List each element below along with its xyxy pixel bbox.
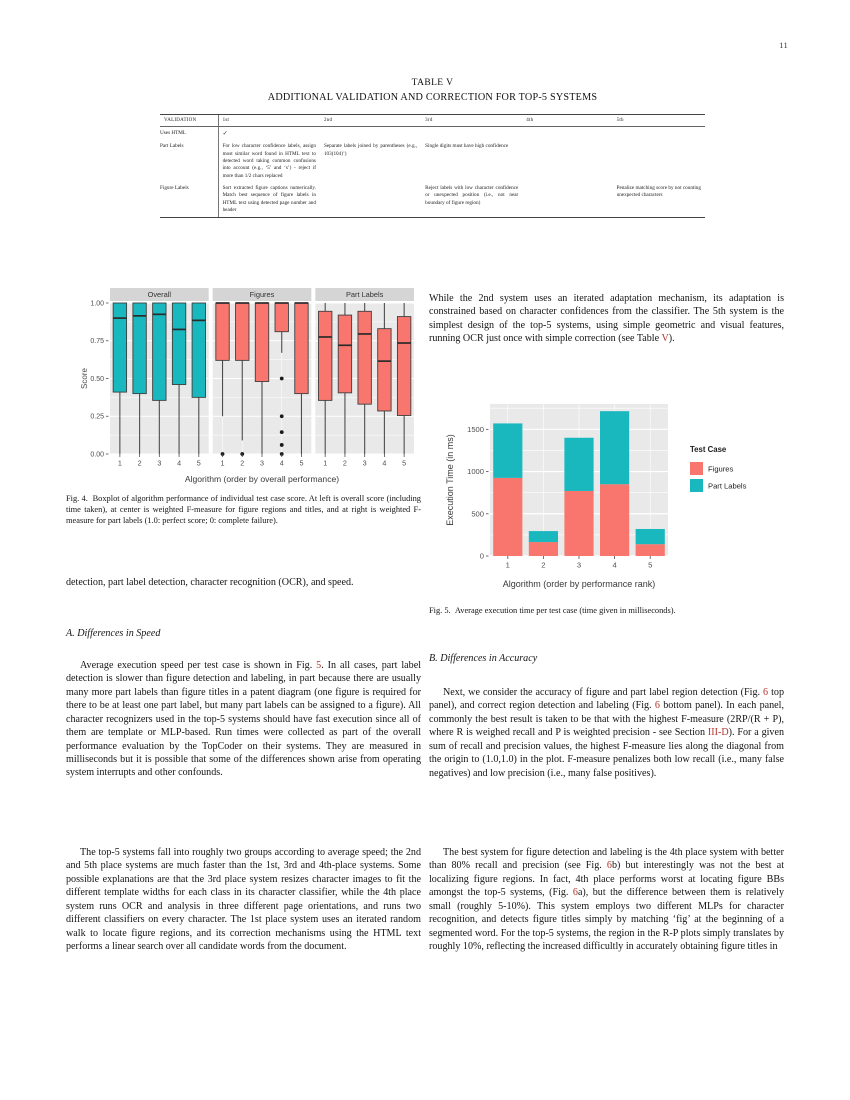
cell-part-labels-1st: For low character confidence labels, assign most similar word found in HTML text to detected word taking common confusions into account (e.g., ‘5’ and ‘s’) - reject if more than 1/2 chars replaced — [218, 141, 320, 183]
row-label-uses-html: Uses HTML — [160, 129, 187, 136]
boxplot-svg — [78, 286, 418, 488]
left-column-para-3 — [66, 846, 421, 953]
x-tick-label: 2 — [541, 560, 546, 570]
para-best-system — [429, 846, 784, 953]
row-label-part-labels: Part Labels — [160, 143, 184, 150]
box — [255, 303, 268, 382]
x-tick-label: 3 — [362, 458, 367, 468]
fig5-caption-label: Fig. 5. — [429, 606, 451, 615]
table-row — [160, 127, 705, 141]
y-tick-label: 0.50 — [90, 375, 104, 383]
cell-part-labels-2nd: Separate labels joined by parentheses (e.g., 103(104)’) — [323, 143, 418, 157]
heading-differences-in-accuracy: B. Differences in Accuracy — [429, 653, 538, 664]
table-header-row — [160, 114, 705, 127]
bar-segment-figures — [636, 544, 665, 556]
p2b: top panel), and correct region detection and labeling (Fig. — [429, 687, 785, 712]
x-axis-title: Algorithm (order by overall performance) — [184, 474, 340, 484]
figure-4-boxplot — [78, 286, 418, 488]
cell-part-labels-3rd: Single digits must have high confidence — [425, 143, 509, 150]
box — [295, 303, 308, 394]
x-tick-label: 5 — [299, 458, 304, 468]
p3c: a), but the difference between them is relatively small (roughly 5-10%). This system employs two different MLPs for character recognition, and detects figure titles simply by matching ‘fig’ at the beginning of a segmented word. For the top-5 systems, the region in the R-P plots simply translates by roughly 10%, reflecting the increased difficultly in accurately obtaining figure titles in — [429, 887, 784, 952]
right-column-para-2 — [429, 686, 784, 780]
bar-segment-figures — [529, 542, 558, 556]
bar-segment-part-labels — [600, 411, 629, 484]
x-tick-label: 4 — [177, 458, 182, 468]
facet-panel — [110, 288, 209, 468]
x-tick-label: 3 — [157, 458, 162, 468]
p2a: Next, we consider the accuracy of figure and part label region detection (Fig. — [443, 687, 764, 698]
outlier-point — [280, 430, 284, 434]
x-tick-label: 1 — [323, 458, 328, 468]
y-axis-title: Score — [80, 368, 89, 389]
box — [318, 311, 331, 400]
facet-strip-label: Overall — [147, 290, 172, 300]
para-detection-speed: detection, part label detection, character recognition (OCR), and speed. — [66, 577, 354, 588]
fig-6a-reference[interactable]: 6 — [572, 887, 578, 899]
cell-figure-labels-5th: Penalize matching score by not counting unexpected characters — [613, 183, 705, 218]
fig-6-reference-top[interactable]: 6 — [763, 687, 769, 698]
section-b-heading — [429, 652, 784, 665]
cell-part-labels-4th — [522, 141, 612, 183]
table-header-3rd: 3rd — [421, 114, 522, 127]
fig-6-reference-bottom[interactable]: 6 — [654, 700, 660, 712]
legend-swatch — [690, 462, 703, 475]
x-tick-label: 1 — [505, 560, 510, 570]
p2c: bottom panel). In each panel, commonly the best result is taken to be that with the highest F-measure (2RP/(R + P), where R is weighed recall and P is weighted precision - see Section — [429, 700, 784, 739]
facet-strip-label: Figures — [249, 290, 275, 300]
figure-4-caption — [66, 494, 421, 526]
p3b: b) but interestingly was not the best at localizing figure regions. In fact, 4th place performs worst at locating figure BBs amongst the top-5 systems, (Fig. — [429, 860, 784, 899]
box — [192, 303, 205, 397]
table-v-block — [160, 76, 705, 218]
fig4-caption-text: Boxplot of algorithm performance of individual test case score. At left is overall score (including time taken), at center is weighted F-measure for figure regions and titles, and at right is weighted F-measure for part labels (1.0: perfect score; 0: complete failure). — [66, 494, 421, 525]
table-header-2nd: 2nd — [320, 114, 421, 127]
para-average-execution-speed — [66, 659, 421, 780]
box — [153, 303, 166, 400]
table-caption — [160, 76, 705, 106]
figure-5-caption — [429, 606, 784, 617]
legend-title: Test Case — [690, 445, 727, 454]
p2d: ). For a given sum of recall and precision values, the highest F-measure lies along the diagonal from the origin to (1.0,1.0) in the plot. F-measure penalizes both low recall (i.e., many false negatives) and low precision (i.e., many false positives). — [429, 727, 784, 779]
x-axis-title: Algorithm (order by performance rank) — [502, 579, 656, 589]
fig4-caption-label: Fig. 4. — [66, 494, 88, 503]
box — [338, 315, 351, 393]
box — [216, 303, 229, 360]
right-column-para-3 — [429, 846, 784, 953]
cell-uses-html-1st: ✓ — [218, 127, 320, 141]
cell-uses-html-5th — [613, 127, 705, 141]
table-header-1st: 1st — [218, 114, 320, 127]
p2-pre: Average execution speed per test case is shown in Fig. — [80, 660, 317, 671]
y-tick-label: 1000 — [467, 467, 484, 477]
y-tick-label: 500 — [471, 509, 484, 519]
figure-5-barchart — [440, 398, 780, 594]
bar-segment-figures — [564, 491, 593, 556]
x-tick-label: 2 — [137, 458, 142, 468]
fig-5-reference[interactable]: 5 — [316, 660, 322, 671]
table-header-4th: 4th — [522, 114, 612, 127]
left-column-para-1 — [66, 576, 421, 589]
box — [113, 303, 126, 392]
outlier-point — [280, 377, 284, 381]
para-two-groups: The top-5 systems fall into roughly two groups according to average speed; the 2nd and 5th place systems are much faster than the 1st, 3rd and 4th-place systems. Some possible explanations are that the 3rd place system resizes character images to fit the different template widths for each class in its character classifier, while the 4th place system runs OCR and analysis in three different page orientations, and runs two different classifiers on every character. The 1st place system uses an iterated random walk to locate figure regions, and its correction mechanisms using the HTML text performs a linear search over all candidate words from the document. — [66, 847, 421, 952]
box — [358, 311, 371, 404]
right-column-para-1 — [429, 292, 784, 346]
outlier-point — [280, 443, 284, 447]
p2-post: . In all cases, part label detection is slower than figure detection and labeling, in part because there are usually many more part labels than figure titles in a patent diagram (one figure is required for there to be at least one part label, but many part labels can be assigned to a figure). All character recognizers used in the top-5 systems should have fast execution since all of them are template or MLP-based. Run times were collected as part of the overall performance evaluation by the TopCoder on their systems. They are measured in milliseconds but it is possible that some of the differences shown arise from operating system interrupts and other confounds. — [66, 660, 421, 779]
box — [397, 317, 410, 416]
box — [378, 329, 391, 411]
cell-figure-labels-1st: Sort extracted figure captions numerically. Match best sequence of figure labels in HTML text using detected page number and header — [218, 183, 320, 218]
facet-panel — [213, 288, 312, 468]
page-number: 11 — [779, 40, 788, 50]
y-tick-label: 0.00 — [90, 451, 104, 459]
x-tick-label: 2 — [240, 458, 245, 468]
p1-pre: While the 2nd system uses an iterated adaptation mechanism, its adaptation is constrained based on character confidences from the classifier. The 5th system is the simplest design of the top-5 systems, using simple geometric and visual features, running OCR just once with simple correction (see Table — [429, 293, 784, 345]
table-v-reference[interactable]: V — [661, 333, 669, 345]
p1-post: ). — [668, 333, 675, 345]
fig5-caption-text: Average execution time per test case (time given in milliseconds). — [454, 606, 676, 615]
p3a: The best system for figure detection and labeling is the 4th place system with better than 80% recall and precision (see Fig. — [429, 847, 784, 872]
section-iii-d-reference[interactable]: III-D — [707, 727, 729, 739]
bar-segment-part-labels — [493, 423, 522, 477]
bar-segment-part-labels — [564, 438, 593, 491]
bar-segment-figures — [600, 484, 629, 556]
table-header-5th: 5th — [613, 114, 705, 127]
y-tick-label: 1500 — [467, 424, 484, 434]
x-tick-label: 4 — [382, 458, 387, 468]
y-tick-label: 0.25 — [90, 413, 104, 421]
barchart-svg — [440, 398, 780, 594]
bar-segment-part-labels — [636, 529, 665, 544]
x-tick-label: 2 — [342, 458, 347, 468]
x-tick-label: 4 — [279, 458, 284, 468]
x-tick-label: 3 — [576, 560, 582, 570]
x-tick-label: 4 — [612, 560, 617, 570]
table-title: ADDITIONAL VALIDATION AND CORRECTION FOR TOP-5 SYSTEMS — [267, 92, 598, 104]
table-v — [160, 114, 705, 218]
cell-figure-labels-3rd: Reject labels with low character confidence or unexpected position (i.e., not near boundary of figure region) — [421, 183, 522, 218]
cell-figure-labels-2nd — [320, 183, 421, 218]
table-row — [160, 141, 705, 183]
table-label: TABLE V — [411, 78, 454, 88]
legend-swatch — [690, 479, 703, 492]
cell-uses-html-3rd — [421, 127, 522, 141]
legend-label: Part Labels — [708, 481, 747, 491]
y-tick-label: 1.00 — [90, 300, 104, 308]
y-axis-title: Execution Time (in ms) — [445, 434, 455, 526]
table-row — [160, 183, 705, 218]
cell-figure-labels-4th — [522, 183, 612, 218]
legend-label: Figures — [708, 464, 734, 474]
table-header-validation: VALIDATION — [160, 114, 218, 127]
x-tick-label: 5 — [402, 458, 407, 468]
facet-panel — [315, 288, 414, 468]
cell-uses-html-2nd — [320, 127, 421, 141]
left-column-para-2 — [66, 659, 421, 780]
bar-segment-figures — [493, 478, 522, 556]
box — [236, 303, 249, 360]
para-2nd-system — [429, 292, 784, 346]
para-accuracy — [429, 686, 784, 780]
row-label-figure-labels: Figure Labels — [160, 183, 218, 218]
x-tick-label: 1 — [117, 458, 122, 468]
cell-part-labels-5th — [613, 141, 705, 183]
x-tick-label: 1 — [220, 458, 225, 468]
y-tick-label: 0 — [479, 551, 484, 561]
outlier-point — [280, 414, 284, 418]
y-tick-label: 0.75 — [90, 338, 104, 346]
x-tick-label: 3 — [260, 458, 264, 468]
heading-differences-in-speed: A. Differences in Speed — [66, 628, 161, 639]
fig-6b-reference[interactable]: 6 — [606, 860, 612, 872]
x-tick-label: 5 — [648, 560, 653, 570]
section-a-heading — [66, 627, 421, 640]
box — [172, 303, 185, 385]
cell-uses-html-4th — [522, 127, 612, 141]
bar-segment-part-labels — [529, 531, 558, 542]
x-tick-label: 5 — [196, 458, 201, 468]
facet-strip-label: Part Labels — [345, 290, 384, 300]
box — [275, 303, 288, 332]
